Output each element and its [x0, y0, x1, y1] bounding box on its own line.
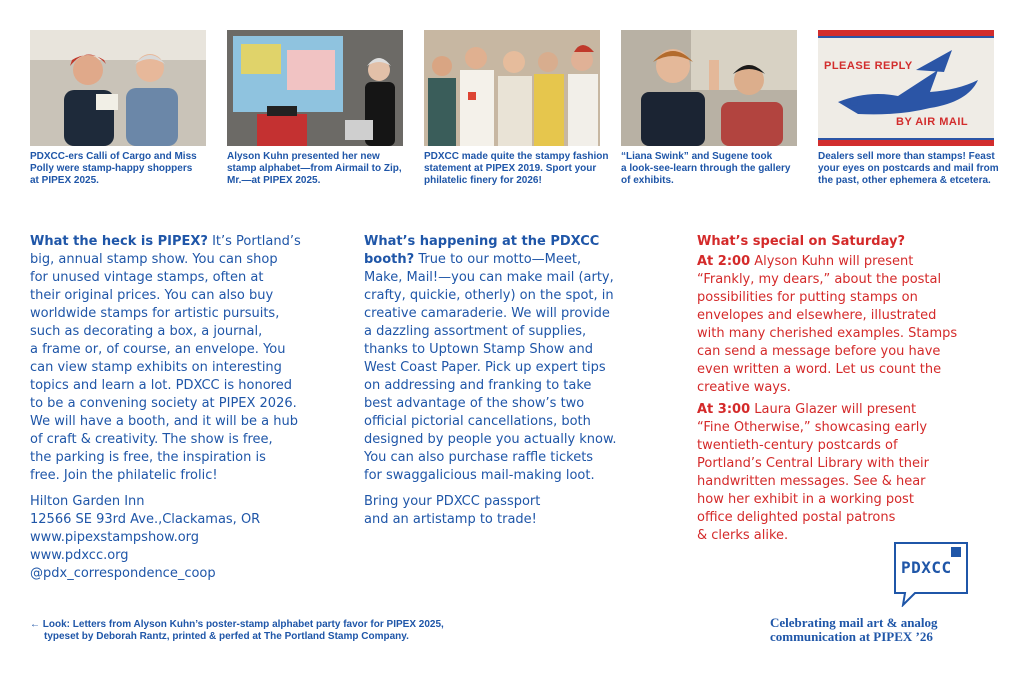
- body-line: a dazzling assortment of supplies,: [364, 324, 587, 339]
- body-line: handwritten messages. See & hear: [697, 474, 926, 489]
- body-line: creative ways.: [697, 380, 791, 395]
- body-line: on addressing and franking to take: [364, 378, 592, 393]
- caption-line: of exhibits.: [621, 175, 674, 186]
- footnote-line: Look: Letters from Alyson Kuhn’s poster-stamp alphabet party favor for PIPEX 2025,: [42, 619, 444, 630]
- body-line: and an artistamp to trade!: [364, 512, 537, 527]
- body-line: office delighted postal patrons: [697, 510, 896, 525]
- footnote-line: typeset by Deborah Rantz, printed & perfed at The Portland Stamp Company.: [44, 631, 409, 642]
- caption-line: stamp alphabet—from Airmail to Zip,: [227, 163, 402, 174]
- session-2pm-time: At 2:00: [697, 254, 751, 269]
- column-saturday: [697, 233, 1017, 553]
- body-line: official pictorial cancellations, both: [364, 414, 591, 429]
- body-line: can send a message before you have: [697, 344, 941, 359]
- photo-presentation: [227, 30, 403, 146]
- caption-line: Dealers sell more than stamps! Feast: [818, 151, 995, 162]
- pipex-intro: [30, 233, 350, 485]
- link-pdxcc-website[interactable]: www.pdxcc.org: [30, 548, 129, 563]
- body-line: Laura Glazer will present: [750, 402, 917, 417]
- booth-closing: [364, 493, 684, 529]
- arrow-left-icon: ←: [30, 619, 43, 630]
- body-line: West Coast Paper. Pick up expert tips: [364, 360, 606, 375]
- venue-street: 12566 SE 93rd Ave.,Clackamas, OR: [30, 512, 261, 527]
- body-line: Bring your PDXCC passport: [364, 494, 541, 509]
- caption-line: PDXCC-ers Calli of Cargo and Miss: [30, 151, 197, 162]
- body-line: big, annual stamp show. You can shop: [30, 252, 278, 267]
- venue-name: Hilton Garden Inn: [30, 494, 145, 509]
- column-what-is-pipex: [30, 233, 350, 591]
- body-line: creative camaraderie. We will provide: [364, 306, 610, 321]
- caption-photo-5: [818, 151, 1008, 187]
- body-line: crafty, quickie, otherly) on the spot, in: [364, 288, 614, 303]
- caption-line: Polly were stamp-happy shoppers: [30, 163, 193, 174]
- session-2pm: [697, 253, 1017, 397]
- pipex-heading: What the heck is PIPEX?: [30, 234, 208, 249]
- body-line: You can also purchase raffle tickets: [364, 450, 594, 465]
- saturday-heading-block: [697, 233, 1017, 251]
- body-line: free. Join the philatelic frolic!: [30, 468, 218, 483]
- body-line: We will have a booth, and it will be a hub: [30, 414, 298, 429]
- booth-heading-line-1: What’s happening at the PDXCC: [364, 234, 600, 249]
- caption-line: “Liana Swink” and Sugene took: [621, 151, 773, 162]
- caption-line: Mr.—at PIPEX 2025.: [227, 175, 321, 186]
- column-booth: [364, 233, 684, 537]
- session-3pm-time: At 3:00: [697, 402, 751, 417]
- body-line: & clerks alike.: [697, 528, 789, 543]
- photo-shoppers: [30, 30, 206, 146]
- body-line: topics and learn a lot. PDXCC is honored: [30, 378, 292, 393]
- body-line: Portland’s Central Library with their: [697, 456, 929, 471]
- caption-photo-1: [30, 151, 220, 187]
- social-handle[interactable]: @pdx_correspondence_coop: [30, 566, 216, 581]
- caption-line: the past, other ephemera & etcetera.: [818, 175, 991, 186]
- caption-line: PDXCC made quite the stampy fashion: [424, 151, 609, 162]
- body-line: of craft & creativity. The show is free,: [30, 432, 273, 447]
- body-line: Make, Mail!—you can make mail (arty,: [364, 270, 614, 285]
- link-pipex-website[interactable]: www.pipexstampshow.org: [30, 530, 200, 545]
- tagline-line: communication at PIPEX ’26: [770, 629, 933, 644]
- pdxcc-logo: [893, 541, 969, 611]
- body-line: designed by people you actually know.: [364, 432, 617, 447]
- body-line: their original prices. You can also buy: [30, 288, 274, 303]
- envelope-bottom-text: BY AIR MAIL: [896, 116, 969, 128]
- body-line: best advantage of the show’s two: [364, 396, 585, 411]
- saturday-heading: What’s special on Saturday?: [697, 234, 905, 249]
- tagline: [770, 616, 938, 644]
- caption-line: at PIPEX 2025.: [30, 175, 99, 186]
- caption-photo-2: [227, 151, 417, 187]
- tagline-line: Celebrating mail art & analog: [770, 615, 938, 630]
- body-line: “Frankly, my dears,” about the postal: [697, 272, 942, 287]
- body-line: for swaggalicious mail-making loot.: [364, 468, 595, 483]
- caption-line: a look-see-learn through the gallery: [621, 163, 791, 174]
- body-line: envelopes and elsewhere, illustrated: [697, 308, 937, 323]
- body-line: a frame or, of course, an envelope. You: [30, 342, 286, 357]
- body-line: can view stamp exhibits on interesting: [30, 360, 282, 375]
- body-line: It’s Portland’s: [207, 234, 301, 249]
- body-line: the parking is free, the inspiration is: [30, 450, 266, 465]
- body-line: “Fine Otherwise,” showcasing early: [697, 420, 928, 435]
- caption-line: your eyes on postcards and mail from: [818, 163, 999, 174]
- body-line: Alyson Kuhn will present: [750, 254, 914, 269]
- photo-gallery: [621, 30, 797, 146]
- body-line: with many cherished examples. Stamps: [697, 326, 958, 341]
- body-line: thanks to Uptown Stamp Show and: [364, 342, 594, 357]
- body-line: to be a convening society at PIPEX 2026.: [30, 396, 297, 411]
- body-line: True to our motto—Meet,: [414, 252, 582, 267]
- logo-text: PDXCC: [901, 558, 952, 577]
- body-line: worldwide stamps for artistic pursuits,: [30, 306, 280, 321]
- caption-photo-3: [424, 151, 614, 187]
- body-line: twentieth-century postcards of: [697, 438, 898, 453]
- caption-line: philatelic finery for 2026!: [424, 175, 542, 186]
- footnote: [30, 619, 444, 643]
- photo-airmail-envelope: [818, 30, 994, 146]
- photo-fashion: [424, 30, 600, 146]
- session-3pm: [697, 401, 1017, 545]
- body-line: how her exhibit in a working post: [697, 492, 914, 507]
- body-line: for unused vintage stamps, often at: [30, 270, 264, 285]
- envelope-top-text: PLEASE REPLY: [824, 60, 913, 72]
- venue-address: [30, 493, 350, 583]
- caption-line: Alyson Kuhn presented her new: [227, 151, 380, 162]
- caption-line: statement at PIPEX 2019. Sport your: [424, 163, 597, 174]
- booth-description: [364, 233, 684, 485]
- booth-heading-line-2: booth?: [364, 252, 415, 267]
- body-line: such as decorating a box, a journal,: [30, 324, 263, 339]
- body-line: even written a word. Let us count the: [697, 362, 942, 377]
- body-line: possibilities for putting stamps on: [697, 290, 918, 305]
- caption-photo-4: [621, 151, 811, 187]
